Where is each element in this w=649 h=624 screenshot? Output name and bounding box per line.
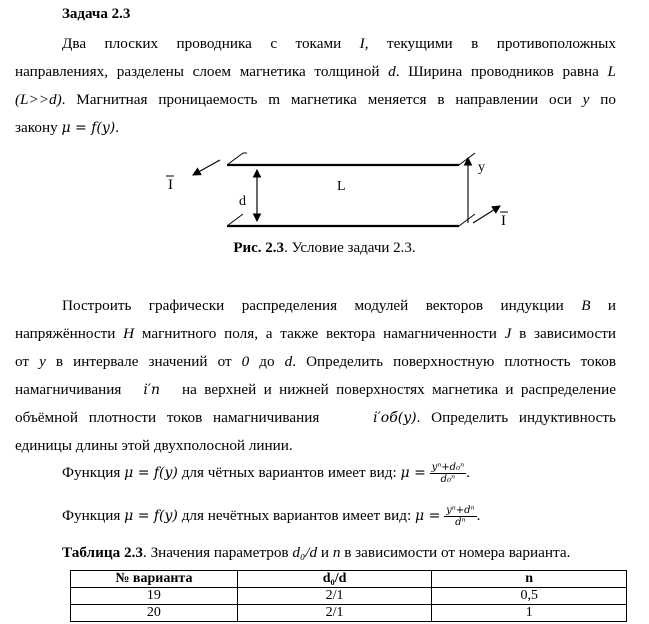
parameters-table <box>70 570 627 622</box>
intro-line-4: закону μ = f(y). <box>15 119 120 136</box>
table-row <box>71 588 627 605</box>
table-row <box>71 605 627 622</box>
header-n: n <box>432 571 627 588</box>
current-arrow-left <box>193 160 220 175</box>
table-caption: Таблица 2.3. Значения параметров d₀/d и n в зависимости от номера варианта. <box>62 544 571 561</box>
function-even: Функция μ = f(y) для чётных вариантов имеет вид: μ = $\frac{\text{yⁿ+d₀ⁿ}}{\text{d₀ⁿ}}$ . <box>62 462 470 485</box>
current-arrow-right <box>473 206 500 223</box>
label-L: L <box>337 179 346 194</box>
table-cell: 19 <box>71 588 238 605</box>
fraction-even: $\frac{\text{yⁿ+d₀ⁿ}}{\text{d₀ⁿ}}$ <box>431 462 465 485</box>
task-line-1: Построить графически распределения модулей векторов индукции B и <box>62 297 616 314</box>
task-line-2: напряжённости H магнитного поля, а также вектора намагниченности J в зависимости <box>15 325 617 342</box>
intro-line-2: направлениях, разделены слоем магнетика толщиной d. Ширина проводников равна L <box>15 63 616 80</box>
label-d: d <box>239 194 246 209</box>
intro-line-3: (L>>d). Магнитная проницаемость m магнетика меняется в направлении оси y по <box>15 91 616 108</box>
task-line-6: единицы длины этой двухполосной линии. <box>15 437 293 454</box>
figure-caption: Рис. 2.3. Условие задачи 2.3. <box>233 240 416 256</box>
task-line-3: от y в интервале значений от 0 до d. Определить поверхностную плотность токов <box>15 353 616 370</box>
figure-2-3 <box>160 150 520 235</box>
header-d0d: d₀/d <box>237 571 432 588</box>
function-odd: Функция μ = f(y) для нечётных вариантов имеет вид: μ = $\frac{\text{yⁿ+dⁿ}}{\text{dⁿ}}$ . <box>62 505 481 528</box>
label-y: y <box>478 160 485 175</box>
table-cell: 2/1 <box>237 605 432 622</box>
table-header-row <box>71 571 627 588</box>
table-cell: 2/1 <box>237 588 432 605</box>
label-I-right: I <box>501 213 506 229</box>
table-cell: 1 <box>432 605 627 622</box>
problem-title: Задача 2.3 <box>62 6 131 22</box>
fraction-odd: $\frac{\text{yⁿ+dⁿ}}{\text{dⁿ}}$ <box>446 505 475 528</box>
intro-line-1: Два плоских проводника с токами I, текущими в противоположных <box>62 35 616 52</box>
header-variant: № варианта <box>71 571 238 588</box>
table-cell: 0,5 <box>432 588 627 605</box>
task-line-5: объёмной плотности токов намагничивания i′об(y). Определить индуктивность <box>15 409 616 426</box>
task-line-4: намагничивания i′п на верхней и нижней поверхностях магнетика и распределение <box>15 381 616 398</box>
label-I-left: I <box>168 177 173 193</box>
table-cell: 20 <box>71 605 238 622</box>
